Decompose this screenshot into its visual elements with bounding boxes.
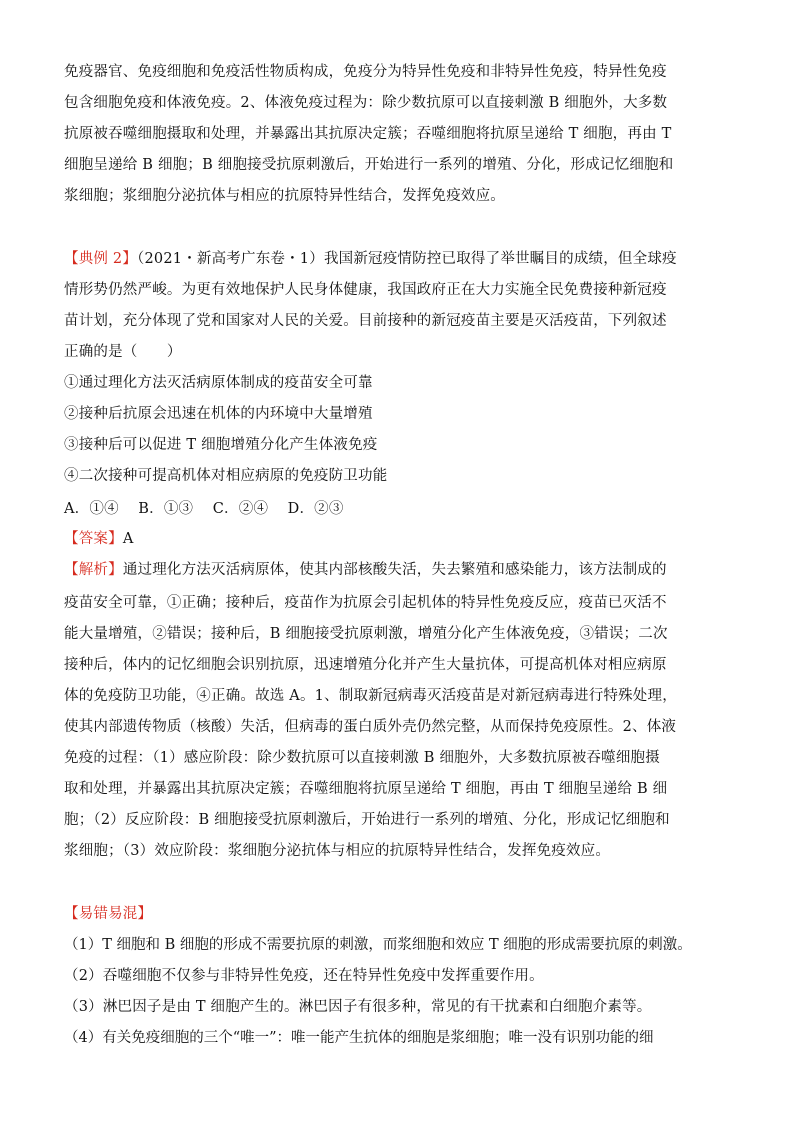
mistake-item-4: （4）有关免疫细胞的三个“唯一”：唯一能产生抗体的细胞是浆细胞；唯一没有识别功能的细 bbox=[64, 1030, 654, 1046]
analysis-line-7: 免疫的过程：（1）感应阶段：除少数抗原可以直接刺激 B 细胞外，大多数抗原被吞噬细胞摄 bbox=[64, 750, 660, 766]
analysis-text-start: 通过理化方法灭活病原体，使其内部核酸失活，失去繁殖和感染能力，该方法制成的 bbox=[122, 562, 667, 578]
intro-line-3: 抗原被吞噬细胞摄取和处理，并暴露出其抗原决定簇；吞噬细胞将抗原呈递给 T 细胞，再由 T bbox=[64, 126, 672, 142]
intro-line-4: 细胞呈递给 B 细胞；B 细胞接受抗原刺激后，开始进行一系列的增殖、分化，形成记忆细胞和 bbox=[64, 157, 674, 173]
answer-options: A．①④ B．①③ C．②④ D．②③ bbox=[64, 501, 344, 517]
example-tag: 【典例 2】 bbox=[64, 251, 138, 267]
answer-line bbox=[64, 529, 744, 549]
mistakes-title: 【易错易混】 bbox=[64, 906, 153, 922]
mistake-item-2: （2）吞噬细胞不仅参与非特异性免疫，还在特异性免疫中发挥重要作用。 bbox=[64, 968, 544, 984]
analysis-line-5: 体的免疫防卫功能，④正确。故选 A。1、制取新冠病毒灭活疫苗是对新冠病毒进行特殊处理， bbox=[64, 688, 677, 704]
mistake-item-3: （3）淋巴因子是由 T 细胞产生的。淋巴因子有很多种，常见的有干扰素和白细胞介素等。 bbox=[64, 999, 652, 1015]
example-question-text: 我国新冠疫情防控已取得了举世瞩目的成绩，但全球疫 bbox=[323, 251, 677, 267]
answer-value: A bbox=[122, 531, 134, 547]
statement-2: ②接种后抗原会迅速在机体的内环境中大量增殖 bbox=[64, 406, 373, 422]
analysis-line-2: 疫苗安全可靠，①正确；接种后，疫苗作为抗原会引起机体的特异性免疫反应，疫苗已灭活不 bbox=[64, 595, 667, 611]
example-source: （2021・新高考广东卷・1） bbox=[137, 251, 324, 267]
analysis-line-4: 接种后，体内的记忆细胞会识别抗原，迅速增殖分化并产生大量抗体，可提高机体对相应病原 bbox=[64, 657, 667, 673]
intro-line-1: 免疫器官、免疫细胞和免疫活性物质构成，免疫分为特异性免疫和非特异性免疫，特异性免疫 bbox=[64, 64, 667, 80]
analysis-line-6: 使其内部遗传物质（核酸）失活，但病毒的蛋白质外壳仍然完整，从而保持免疫原性。2、体液 bbox=[64, 719, 677, 735]
analysis-line-3: 能大量增殖，②错误；接种后，B 细胞接受抗原刺激，增殖分化产生体液免疫，③错误；二次 bbox=[64, 626, 668, 642]
example-question-line-3: 苗计划，充分体现了党和国家对人民的关爱。目前接种的新冠疫苗主要是灭活疫苗，下列叙述 bbox=[64, 313, 667, 329]
answer-tag: 【答案】 bbox=[64, 531, 123, 547]
statement-3: ③接种后可以促进 T 细胞增殖分化产生体液免疫 bbox=[64, 437, 378, 453]
analysis-tag: 【解析】 bbox=[64, 562, 123, 578]
analysis-line-10: 浆细胞；（3）效应阶段：浆细胞分泌抗体与相应的抗原特异性结合，发挥免疫效应。 bbox=[64, 843, 611, 859]
statement-4: ④二次接种可提高机体对相应病原的免疫防卫功能 bbox=[64, 468, 388, 484]
analysis-line-9: 胞；（2）反应阶段：B 细胞接受抗原刺激后，开始进行一系列的增殖、分化，形成记忆细胞和 bbox=[64, 812, 670, 828]
mistake-item-1: （1）T 细胞和 B 细胞的形成不需要抗原的刺激，而浆细胞和效应 T 细胞的形成需要抗原的刺激。 bbox=[64, 937, 692, 953]
analysis-line-1 bbox=[64, 560, 744, 580]
example-question-line-1 bbox=[64, 249, 744, 269]
example-question-line-4: 正确的是（ ） bbox=[64, 344, 182, 360]
analysis-line-8: 取和处理，并暴露出其抗原决定簇；吞噬细胞将抗原呈递给 T 细胞，再由 T 细胞呈递给 B 细 bbox=[64, 781, 668, 797]
statement-1: ①通过理化方法灭活病原体制成的疫苗安全可靠 bbox=[64, 375, 373, 391]
example-question-line-2: 情形势仍然严峻。为更有效地保护人民身体健康，我国政府正在大力实施全民免费接种新冠疫 bbox=[64, 282, 667, 298]
intro-line-2: 包含细胞免疫和体液免疫。2、体液免疫过程为：除少数抗原可以直接刺激 B 细胞外，大多数 bbox=[64, 95, 668, 111]
intro-line-5: 浆细胞；浆细胞分泌抗体与相应的抗原特异性结合，发挥免疫效应。 bbox=[64, 188, 505, 204]
